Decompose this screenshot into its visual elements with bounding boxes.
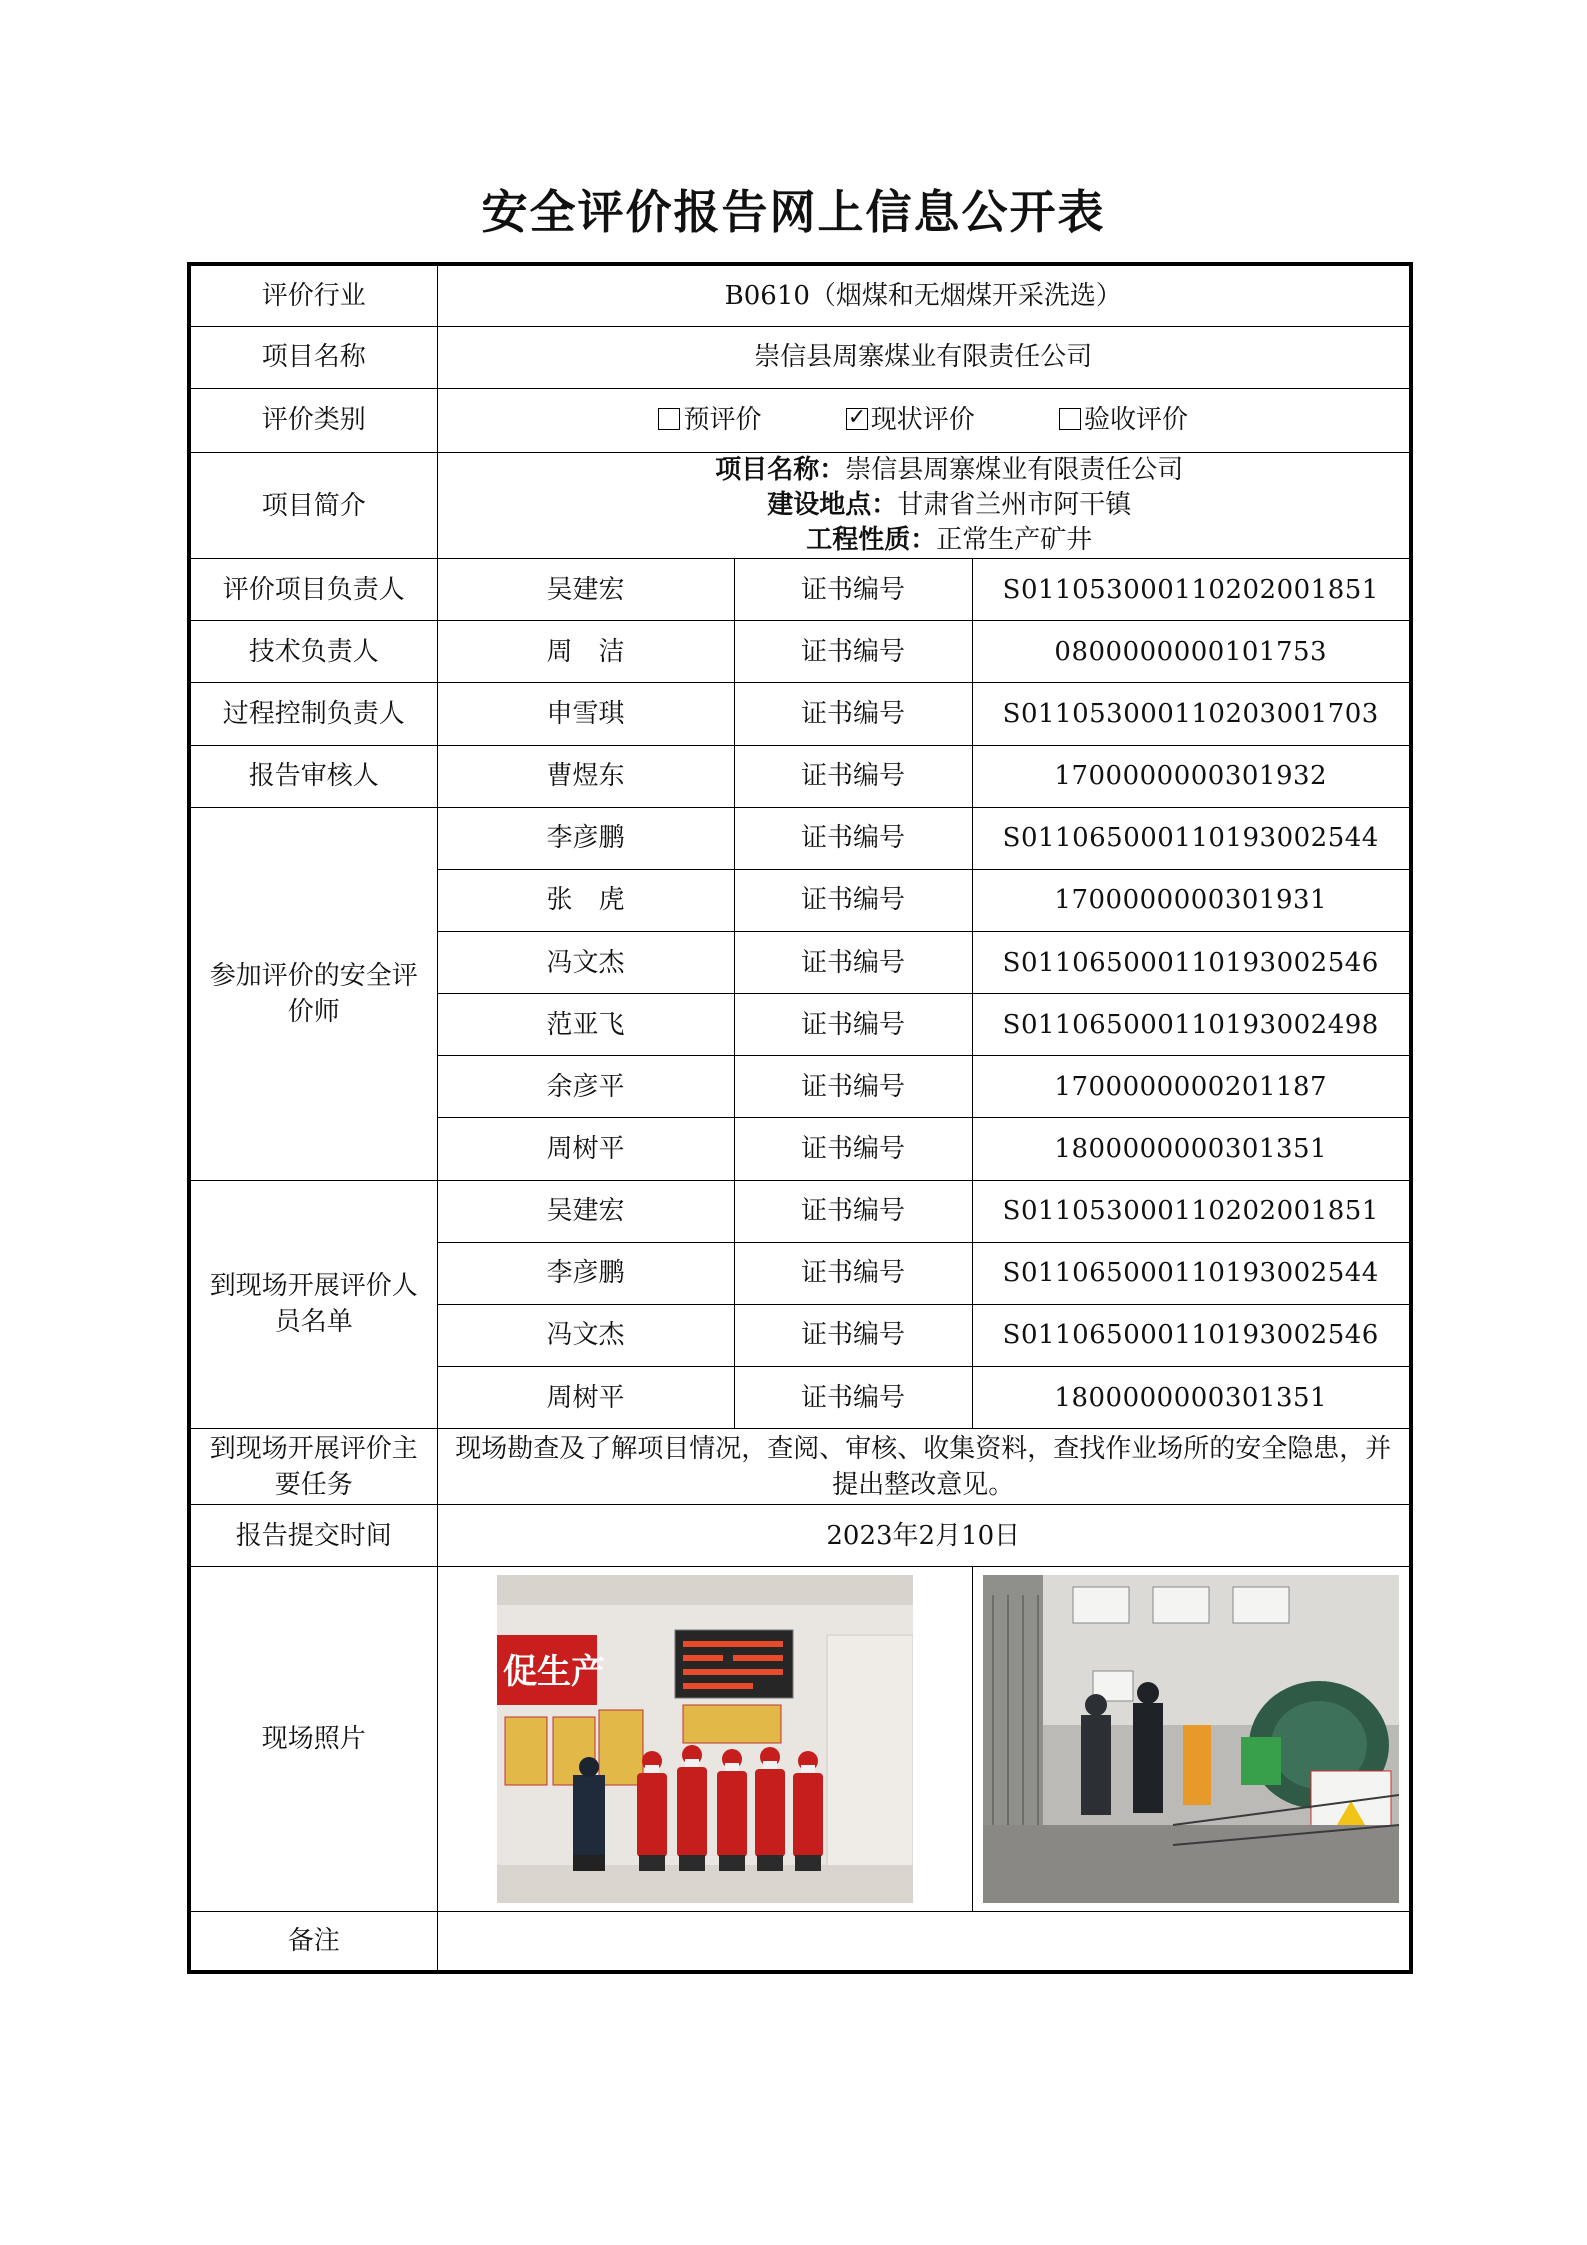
leader-cert: S011053000110202001851: [972, 559, 1411, 621]
remark-value: [437, 1912, 1411, 1972]
eval-type-label: 评价类别: [189, 388, 437, 452]
disclosure-table: [187, 262, 1413, 1974]
industry-label: 评价行业: [189, 264, 437, 326]
evaluator-name: 范亚飞: [437, 994, 734, 1056]
eval-option-acceptance-label: 验收评价: [1084, 405, 1189, 436]
eval-option-pre-label: 预评价: [683, 405, 762, 436]
evaluator-name: 冯文杰: [437, 932, 734, 994]
photo-sign-text: 促生产: [502, 1652, 605, 1693]
photos-label: 现场照片: [189, 1567, 437, 1912]
intro-line-nature: 工程性质：正常生产矿井: [806, 525, 1093, 556]
eval-option-status[interactable]: [846, 402, 975, 438]
task-label: 到现场开展评价主要任务: [189, 1429, 437, 1505]
intro-line-location: 建设地点：甘肃省兰州市阿干镇: [767, 490, 1132, 521]
cert-label: 证书编号: [734, 1118, 972, 1180]
cert-label: 证书编号: [734, 994, 972, 1056]
leader-role: 评价项目负责人: [189, 559, 437, 621]
row-leader: [189, 683, 1411, 745]
eval-option-acceptance[interactable]: [1059, 402, 1188, 438]
submit-label: 报告提交时间: [189, 1505, 437, 1567]
evaluator-cert: 1700000000301931: [972, 869, 1411, 931]
page-title: 安全评价报告网上信息公开表: [481, 185, 1106, 239]
row-eval-type: [189, 388, 1411, 452]
onsite-name: 冯文杰: [437, 1304, 734, 1366]
evaluator-name: 周树平: [437, 1118, 734, 1180]
intro-line-name: 项目名称：崇信县周寨煤业有限责任公司: [715, 455, 1184, 486]
row-evaluator: [189, 807, 1411, 869]
row-task: [189, 1429, 1411, 1505]
evaluator-name: 张 虎: [437, 869, 734, 931]
evaluator-cert: 1800000000301351: [972, 1118, 1411, 1180]
submit-value: 2023年2月10日: [437, 1505, 1411, 1567]
evaluator-cert: S011065000110193002546: [972, 932, 1411, 994]
eval-type-options: [437, 388, 1411, 452]
checkbox-acceptance[interactable]: [1059, 408, 1081, 430]
project-name-value: 崇信县周寨煤业有限责任公司: [437, 326, 1411, 388]
cert-label: 证书编号: [734, 1180, 972, 1242]
cert-label: 证书编号: [734, 807, 972, 869]
evaluator-name: 李彦鹏: [437, 807, 734, 869]
evaluator-cert: S011065000110193002544: [972, 807, 1411, 869]
cert-label: 证书编号: [734, 559, 972, 621]
checkbox-pre[interactable]: [658, 408, 680, 430]
industry-value: B0610（烟煤和无烟煤开采洗选）: [437, 264, 1411, 326]
cert-label: 证书编号: [734, 1304, 972, 1366]
evaluator-cert: S011065000110193002498: [972, 994, 1411, 1056]
eval-option-status-label: 现状评价: [870, 405, 975, 436]
row-leader: [189, 621, 1411, 683]
onsite-cert: S011065000110193002546: [972, 1304, 1411, 1366]
remark-label: 备注: [189, 1912, 437, 1972]
leader-role: 技术负责人: [189, 621, 437, 683]
leader-role: 报告审核人: [189, 745, 437, 807]
row-leader: [189, 559, 1411, 621]
photo-2-image: [983, 1575, 1399, 1903]
leader-cert: S011053000110203001703: [972, 683, 1411, 745]
leader-name: 周 洁: [437, 621, 734, 683]
onsite-label: 到现场开展评价人员名单: [189, 1180, 437, 1429]
onsite-cert: S011053000110202001851: [972, 1180, 1411, 1242]
cert-label: 证书编号: [734, 1366, 972, 1428]
photo-team-in-front-of-display: [497, 1575, 913, 1903]
checkbox-status-checked[interactable]: [846, 408, 868, 430]
row-submit: [189, 1505, 1411, 1567]
row-leader: [189, 745, 1411, 807]
row-intro: [189, 452, 1411, 558]
cert-label: 证书编号: [734, 1056, 972, 1118]
cert-label: 证书编号: [734, 683, 972, 745]
cert-label: 证书编号: [734, 621, 972, 683]
task-value: 现场勘查及了解项目情况，查阅、审核、收集资料，查找作业场所的安全隐患，并提出整改意见。: [437, 1429, 1411, 1505]
leader-cert: 0800000000101753: [972, 621, 1411, 683]
evaluators-label: 参加评价的安全评价师: [189, 807, 437, 1180]
leader-cert: 1700000000301932: [972, 745, 1411, 807]
onsite-name: 李彦鹏: [437, 1242, 734, 1304]
cert-label: 证书编号: [734, 745, 972, 807]
leader-name: 吴建宏: [437, 559, 734, 621]
onsite-name: 周树平: [437, 1366, 734, 1428]
row-remark: [189, 1912, 1411, 1972]
row-project-name: [189, 326, 1411, 388]
onsite-cert: S011065000110193002544: [972, 1242, 1411, 1304]
cert-label: 证书编号: [734, 869, 972, 931]
eval-option-pre[interactable]: [658, 402, 761, 438]
intro-content: [437, 452, 1411, 558]
photo-cell-1: [437, 1567, 972, 1912]
leader-name: 申雪琪: [437, 683, 734, 745]
project-name-label: 项目名称: [189, 326, 437, 388]
onsite-name: 吴建宏: [437, 1180, 734, 1242]
row-photos: [189, 1567, 1411, 1912]
evaluator-name: 余彦平: [437, 1056, 734, 1118]
photo-cell-2: [972, 1567, 1411, 1912]
photo-hoist-room: [983, 1575, 1399, 1903]
photo-1-image: [497, 1575, 913, 1903]
evaluator-cert: 1700000000201187: [972, 1056, 1411, 1118]
cert-label: 证书编号: [734, 932, 972, 994]
leader-role: 过程控制负责人: [189, 683, 437, 745]
row-industry: [189, 264, 1411, 326]
leader-name: 曹煜东: [437, 745, 734, 807]
row-onsite: [189, 1180, 1411, 1242]
onsite-cert: 1800000000301351: [972, 1366, 1411, 1428]
cert-label: 证书编号: [734, 1242, 972, 1304]
intro-label: 项目简介: [189, 452, 437, 558]
